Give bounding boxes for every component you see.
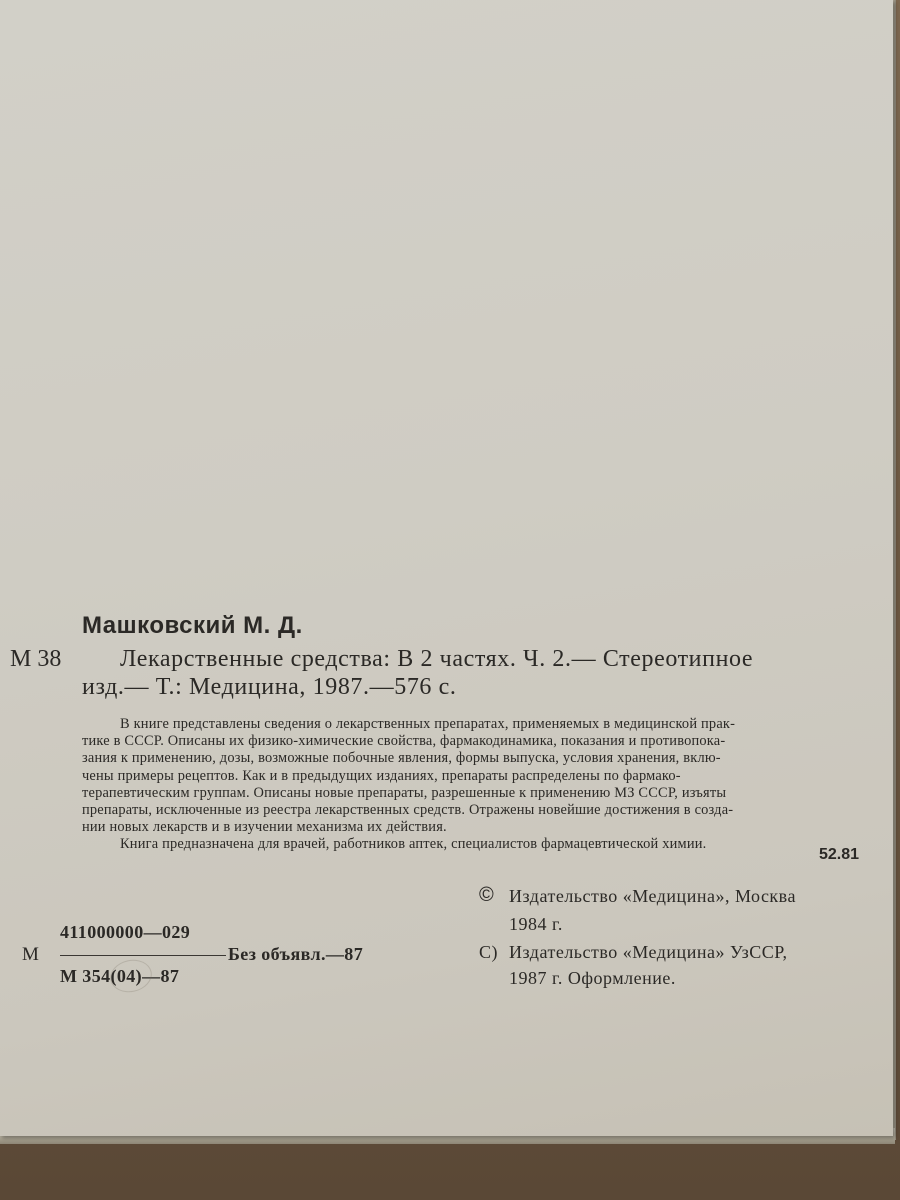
abstract-line: тике в СССР. Описаны их физико-химические свойства, фармакодинамика, показания и противопока- [82, 733, 726, 750]
copyright-symbol: © [479, 884, 495, 906]
imprint-numerator: 411000000—029 [60, 922, 191, 942]
abstract [82, 716, 872, 854]
imprint-denominator: М 354(04)—87 [60, 966, 180, 986]
abstract-line: нии новых лекарств и в изучении механизма их действия. [82, 819, 447, 836]
title-line-1: Лекарственные средства: В 2 частях. Ч. 2.— Стереотипное [120, 646, 754, 672]
copyright-line-4: 1987 г. Оформление. [509, 968, 676, 988]
copyright-line-1: Издательство «Медицина», Москва [509, 886, 796, 906]
abstract-line: зания к применению, дозы, возможные побочные явления, формы выпуска, условия хранения, вклю- [82, 750, 721, 767]
abstract-line: Книга предназначена для врачей, работников аптек, специалистов фармацевтической химии. [120, 836, 707, 853]
abstract-line: чены примеры рецептов. Как и в предыдущих изданиях, препараты распределены по фармако- [82, 767, 681, 784]
abstract-line: терапевтическим группам. Описаны новые препараты, разрешенные к применению МЗ СССР, изъяты [82, 784, 727, 801]
fraction-rule [60, 955, 226, 956]
imprint-letter: М [22, 944, 40, 965]
abstract-line: В книге представлены сведения о лекарственных препаратах, применяемых в медицинской прак- [120, 716, 736, 732]
author-name: Машковский М. Д. [82, 612, 303, 639]
imprint-note: Без объявл.—87 [228, 944, 364, 964]
copyright-line-2: 1984 г. [509, 914, 563, 934]
catalog-code: М 38 [10, 646, 62, 672]
abstract-line: препараты, исключенные из реестра лекарственных средств. Отражены новейшие достижения в созда- [82, 802, 734, 819]
copyright-symbol-2: С) [479, 942, 498, 962]
copyright-line-3: Издательство «Медицина» УзССР, [509, 942, 788, 962]
classification-index: 52.81 [819, 846, 860, 863]
title-line-2: изд.— Т.: Медицина, 1987.—576 с. [82, 674, 457, 700]
faint-stamp [107, 956, 155, 996]
